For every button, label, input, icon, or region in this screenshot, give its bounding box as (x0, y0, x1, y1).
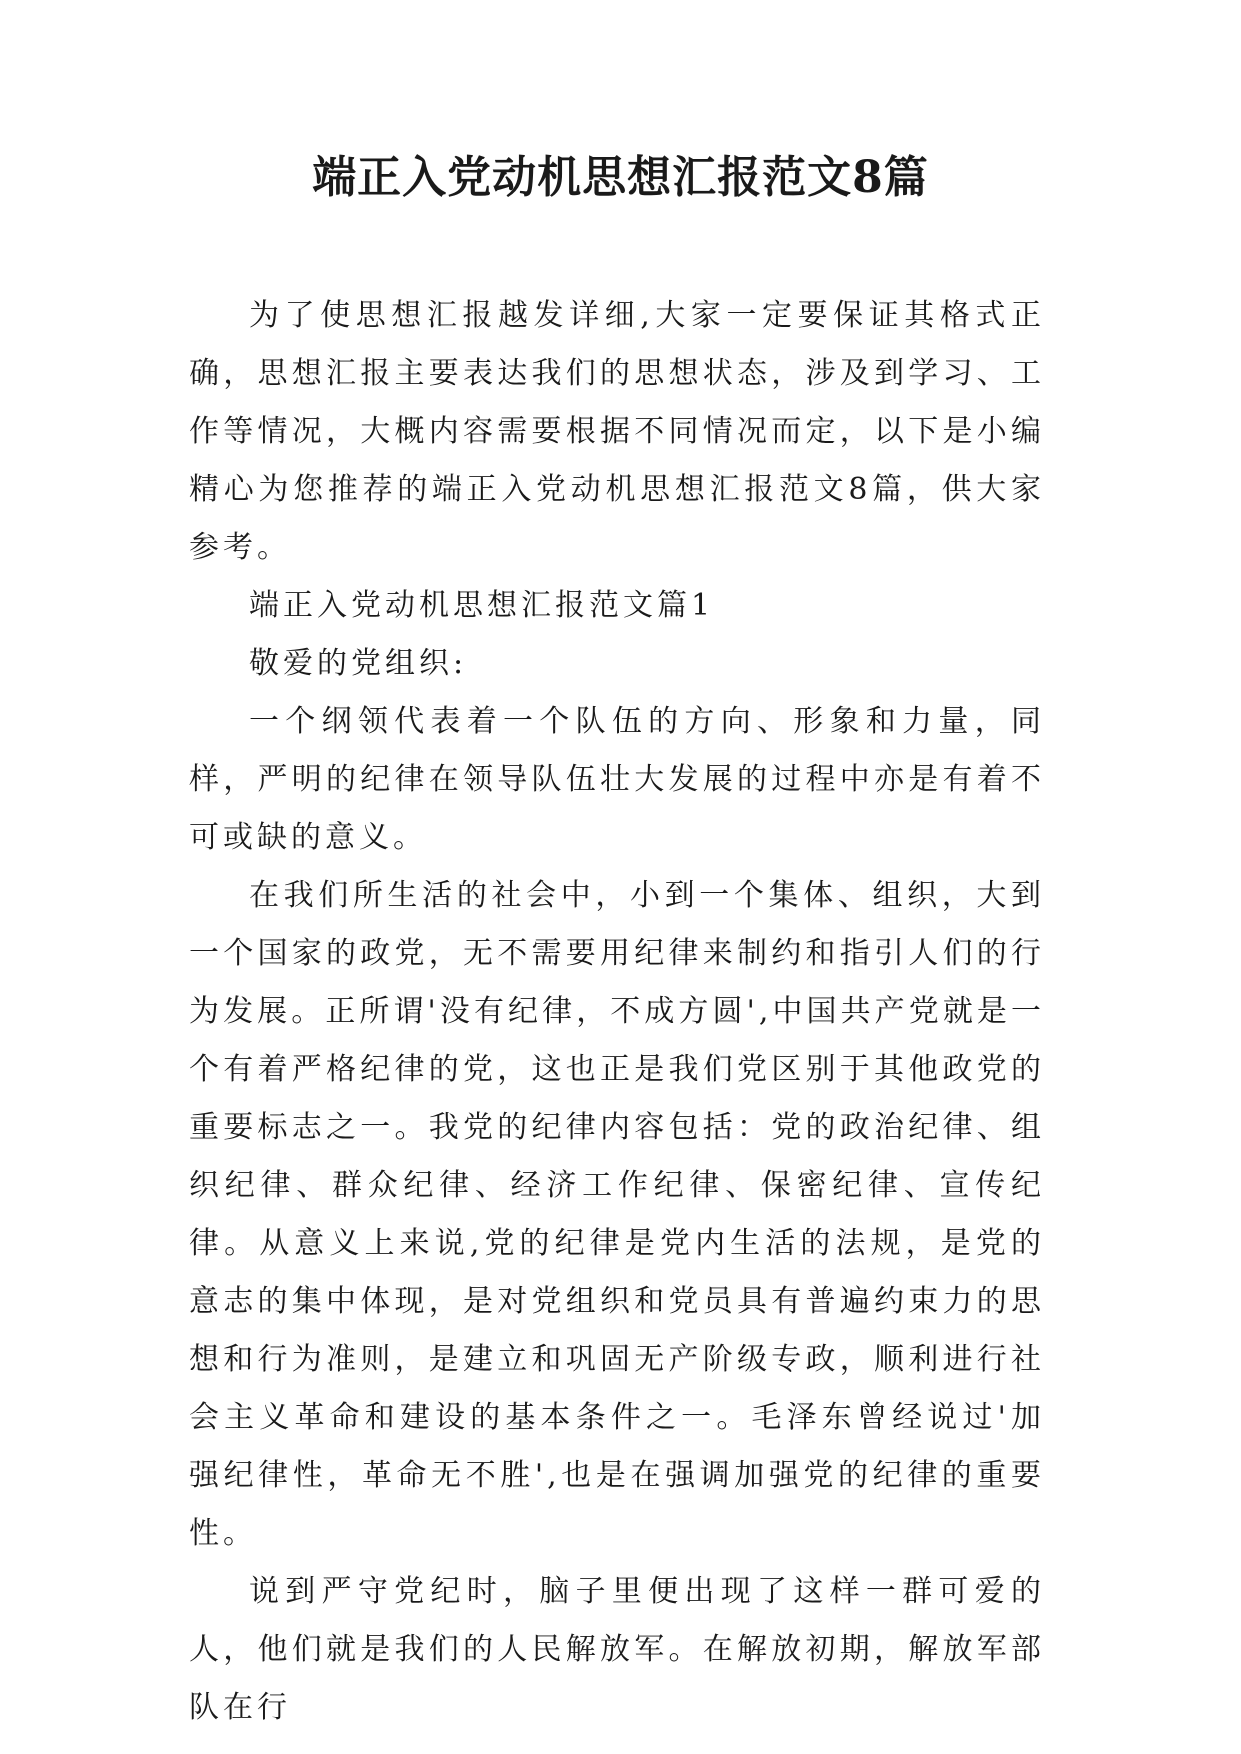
document-title: 端正入党动机思想汇报范文8篇 (312, 152, 929, 203)
section-heading: 端正入党动机思想汇报范文篇1 (249, 588, 715, 623)
body-paragraph: 在我们所生活的社会中，小到一个集体、组织，大到一个国家的政党，无不需要用纪律来制约和指引人们的行为发展。正所谓'没有纪律，不成方圆',中国共产党就是一个有着严格纪律的党，这也正是我们党区别于其他政党的重要标志之一。我党的纪律内容包括：党的政治纪律、组织纪律、群众纪律、经济工作纪律、保密纪律、宣传纪律。从意义上来说,党的纪律是党内生活的法规，是党的意志的集中体现，是对党组织和党员具有普遍约束力的思想和行为准则，是建立和巩固无产阶级专政，顺利进行社会主义革命和建设的基本条件之一。毛泽东曾经说过'加强纪律性，革命无不胜',也是在强调加强党的纪律的重要性。 (189, 878, 1045, 1551)
salutation: 敬爱的党组织: (249, 646, 468, 681)
document-body (189, 287, 1045, 1737)
body-paragraph: 说到严守党纪时，脑子里便出现了这样一群可爱的人，他们就是我们的人民解放军。在解放初期，解放军部队在行 (189, 1574, 1045, 1725)
body-paragraph: 一个纲领代表着一个队伍的方向、形象和力量，同样，严明的纪律在领导队伍壮大发展的过程中亦是有着不可或缺的意义。 (189, 704, 1045, 855)
intro-paragraph: 为了使思想汇报越发详细,大家一定要保证其格式正确，思想汇报主要表达我们的思想状态，涉及到学习、工作等情况，大概内容需要根据不同情况而定，以下是小编精心为您推荐的端正入党动机思想汇报范文8篇，供大家参考。 (189, 298, 1045, 565)
